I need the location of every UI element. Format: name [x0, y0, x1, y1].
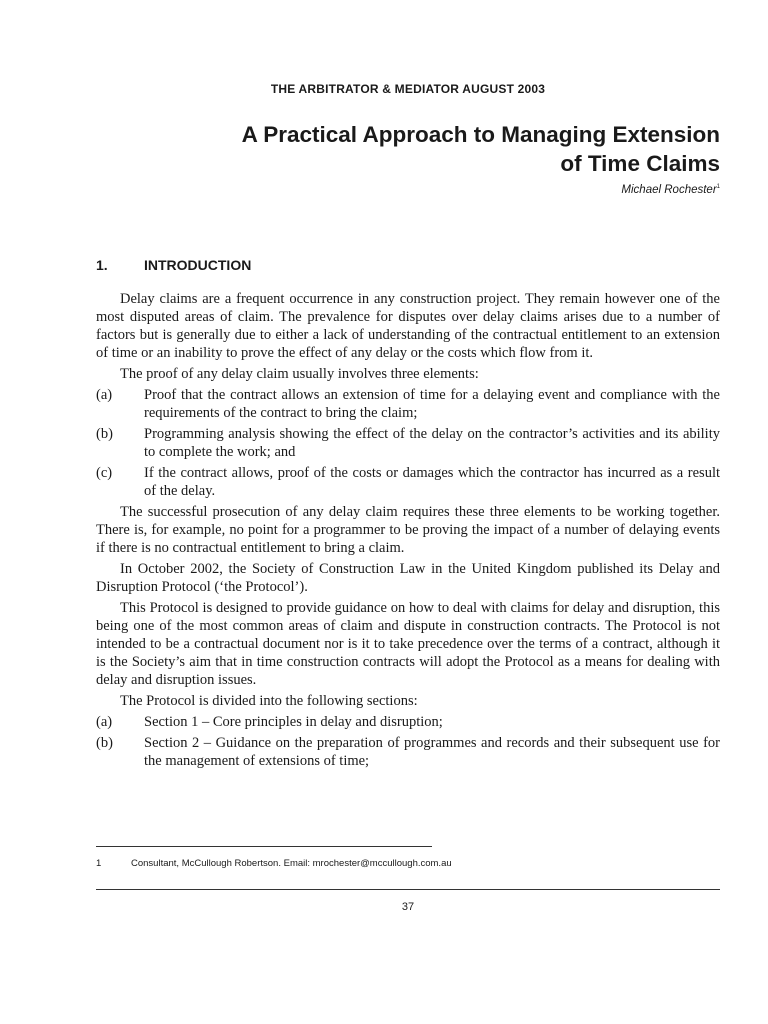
footnote-text: Consultant, McCullough Robertson. Email: mrochester@mccullough.com.au: [131, 858, 452, 869]
paragraph: Delay claims are a frequent occurrence in any construction project. They remain however one of the most disputed areas of claim. The prevalence for disputes over delay claims arises due to a number of factors but is generally due to either a lack of understanding of the contractual entitlement to an extension of time or an inability to prove the effect of any delay or the costs which flow from it.: [96, 291, 720, 361]
list-item-label: (c): [96, 465, 113, 481]
title-line-1: A Practical Approach to Managing Extension: [241, 122, 720, 147]
list-item-label: (b): [96, 426, 113, 442]
author-byline: [621, 184, 720, 196]
list-item-text: Programming analysis showing the effect of the delay on the contractor’s activities and its ability to complete the work; and: [144, 426, 720, 460]
footnote-separator: [96, 846, 432, 847]
page-number: 37: [401, 901, 415, 913]
article-body: [96, 290, 720, 773]
list-item-text: Section 2 – Guidance on the preparation of programmes and records and their subsequent use for the management of extensions of time;: [144, 735, 720, 769]
section-title: INTRODUCTION: [144, 257, 252, 273]
paragraph: This Protocol is designed to provide guidance on how to deal with claims for delay and disruption, this being one of the most common areas of claim and dispute in construction contracts. The Protocol is not intended to be a contractual document nor is it to take precedence over the terms of a contract, although it is the Society’s aim that in time construction contracts will adopt the Protocol as a means for dealing with delay and disruption issues.: [96, 600, 720, 688]
list-item: [96, 425, 720, 461]
footnote-reference[interactable]: 1: [716, 184, 720, 190]
author-name: Michael Rochester: [621, 184, 717, 196]
list-item-label: (a): [96, 714, 113, 730]
list-item: [96, 464, 720, 500]
list-item: [96, 386, 720, 422]
section-heading: [96, 257, 251, 273]
running-header: THE ARBITRATOR & MEDIATOR AUGUST 2003: [270, 82, 546, 96]
list-item-text: Proof that the contract allows an extension of time for a delaying event and compliance with the requirements of the contract to bring the claim;: [144, 387, 720, 421]
paragraph: The successful prosecution of any delay claim requires these three elements to be working together. There is, for example, no point for a programmer to be proving the impact of a number of delaying events if there is no contractual entitlement to bring a claim.: [96, 504, 720, 556]
list-item-text: If the contract allows, proof of the costs or damages which the contractor has incurred as a result of the delay.: [144, 465, 720, 499]
list-item: [96, 713, 720, 731]
page-footer-rule: [96, 889, 720, 890]
paragraph: The proof of any delay claim usually involves three elements:: [120, 366, 479, 382]
footnote-number: 1: [96, 858, 102, 869]
paragraph: The Protocol is divided into the following sections:: [120, 693, 418, 709]
list-item-text: Section 1 – Core principles in delay and disruption;: [144, 714, 443, 730]
paragraph: In October 2002, the Society of Construction Law in the United Kingdom published its Delay and Disruption Protocol (‘the Protocol’).: [96, 561, 720, 595]
article-title: [120, 120, 720, 178]
footnote: [96, 858, 452, 869]
title-line-2: of Time Claims: [560, 151, 720, 176]
list-item-label: (a): [96, 387, 113, 403]
section-number: 1.: [96, 257, 108, 273]
list-item-label: (b): [96, 735, 113, 751]
list-item: [96, 734, 720, 770]
